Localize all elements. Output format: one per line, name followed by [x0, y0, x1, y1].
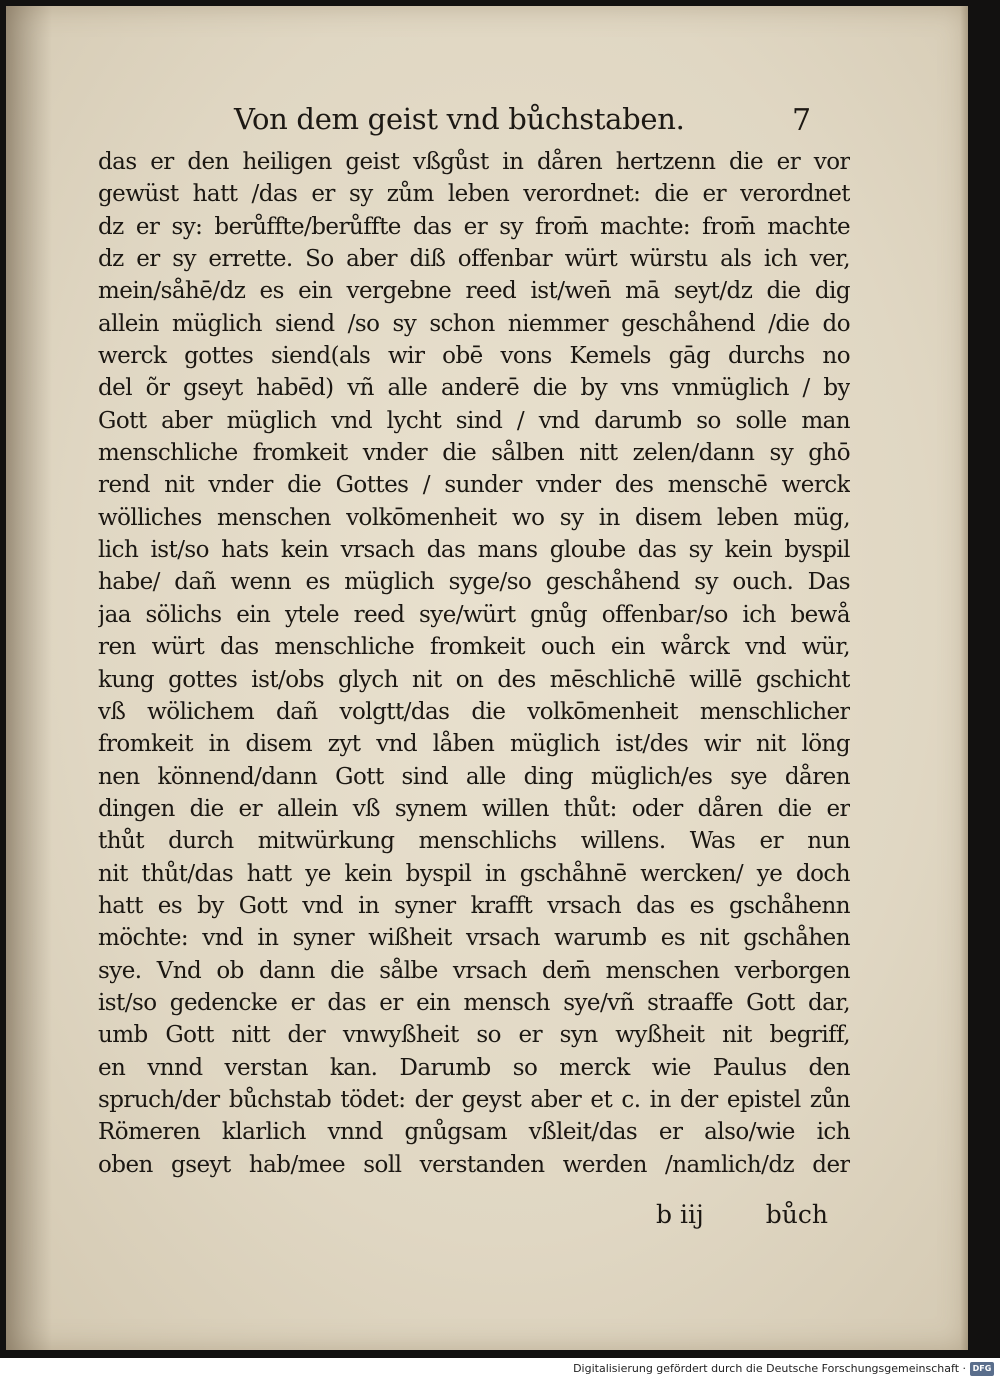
gutter-shadow	[6, 6, 52, 1350]
text-line: Gott aber müglich vnd lycht sind / vnd darumb so solle man	[98, 407, 850, 434]
folio-number: 7	[792, 103, 812, 138]
text-line: vß wölichem dañ volgtt/das die volkōmenheit menschlicher	[98, 698, 850, 725]
text-line: sye. Vnd ob dann die sålbe vrsach dem̄ menschen verborgen	[98, 957, 850, 984]
text-line: möchte: vnd in syner wißheit vrsach warumb es nit gschåhen	[98, 925, 850, 952]
text-line: nen könnend/dann Gott sind alle ding müglich/es sye dåren	[98, 763, 850, 790]
text-line: werck gottes siend(als wir obē vons Kemels gāg durchs no	[98, 343, 850, 370]
text-line: en vnnd verstan kan. Darumb so merck wie Paulus den	[98, 1054, 850, 1081]
text-line: habe/ dañ wenn es müglich syge/so geschåhend sy ouch. Das	[98, 569, 850, 596]
text-line: wölliches menschen volkōmenheit wo sy in disem leben müg,	[98, 504, 850, 531]
dfg-logo-icon: DFG	[970, 1362, 994, 1376]
text-line: gewüst hatt /das er sy zům leben verordnet: die er verordnet	[98, 181, 850, 208]
footer-bar	[0, 1358, 1000, 1380]
text-line: dz er sy errette. So aber diß offenbar würt würstu als ich ver,	[98, 246, 850, 273]
text-line: jaa sölichs ein ytele reed sye/würt gnůg offenbar/so ich bewå	[98, 601, 850, 628]
text-line: umb Gott nitt der vnwyßheit so er syn wyßheit nit begriff,	[98, 1022, 850, 1049]
text-line: nit thůt/das hatt ye kein byspil in gschåhnē wercken/ ye doch	[98, 860, 850, 887]
funding-credit: Digitalisierung gefördert durch die Deutsche Forschungsgemeinschaft ·	[573, 1362, 966, 1375]
text-line: kung gottes ist/obs glych nit on des mēschlichē willē gschicht	[98, 666, 850, 693]
running-head: Von dem geist vnd bůchstaben.	[234, 102, 685, 136]
text-line: Römeren klarlich vnnd gnůgsam vßleit/das er also/wie ich	[98, 1119, 850, 1146]
text-line: mein/såhē/dz es ein vergebne reed ist/wen̄ mā seyt/dz die dig	[98, 278, 850, 305]
text-line: rend nit vnder die Gottes / sunder vnder des menschē werck	[98, 472, 850, 499]
text-line: fromkeit in disem zyt vnd låben müglich ist/des wir nit löng	[98, 731, 850, 758]
signature-mark: b iij	[656, 1200, 704, 1229]
text-line: thůt durch mitwürkung menschlichs willens. Was er nun	[98, 828, 850, 855]
page-edge	[960, 6, 968, 1350]
text-line: allein müglich siend /so sy schon niemmer geschåhend /die do	[98, 310, 850, 337]
body-text	[98, 146, 850, 1181]
text-line: ren würt das menschliche fromkeit ouch ein wårck vnd wür,	[98, 634, 850, 661]
text-line: oben gseyt hab/mee soll verstanden werden /namlich/dz der	[98, 1151, 850, 1178]
catchword: bůch	[765, 1200, 828, 1229]
text-line: lich ist/so hats kein vrsach das mans gloube das sy kein byspil	[98, 537, 850, 564]
text-line: del õr gseyt habēd) vñ alle anderē die by vns vnmüglich / by	[98, 375, 850, 402]
signature-line	[656, 1198, 828, 1232]
text-line: dingen die er allein vß synem willen thůt: oder dåren die er	[98, 795, 850, 822]
book-page	[6, 6, 968, 1350]
text-line: hatt es by Gott vnd in syner krafft vrsach das es gschåhenn	[98, 892, 850, 919]
text-line: menschliche fromkeit vnder die sålben nitt zelen/dann sy ghō	[98, 440, 850, 467]
text-line: dz er sy: berůffte/berůffte das er sy from̄ machte: from̄ machte	[98, 213, 850, 240]
text-line: spruch/der bůchstab tödet: der geyst aber et c. in der epistel zůn	[98, 1086, 850, 1113]
text-line: das er den heiligen geist vßgůst in dåren hertzenn die er vor	[98, 149, 850, 175]
text-line: ist/so gedencke er das er ein mensch sye/vñ straaffe Gott dar,	[98, 989, 850, 1016]
